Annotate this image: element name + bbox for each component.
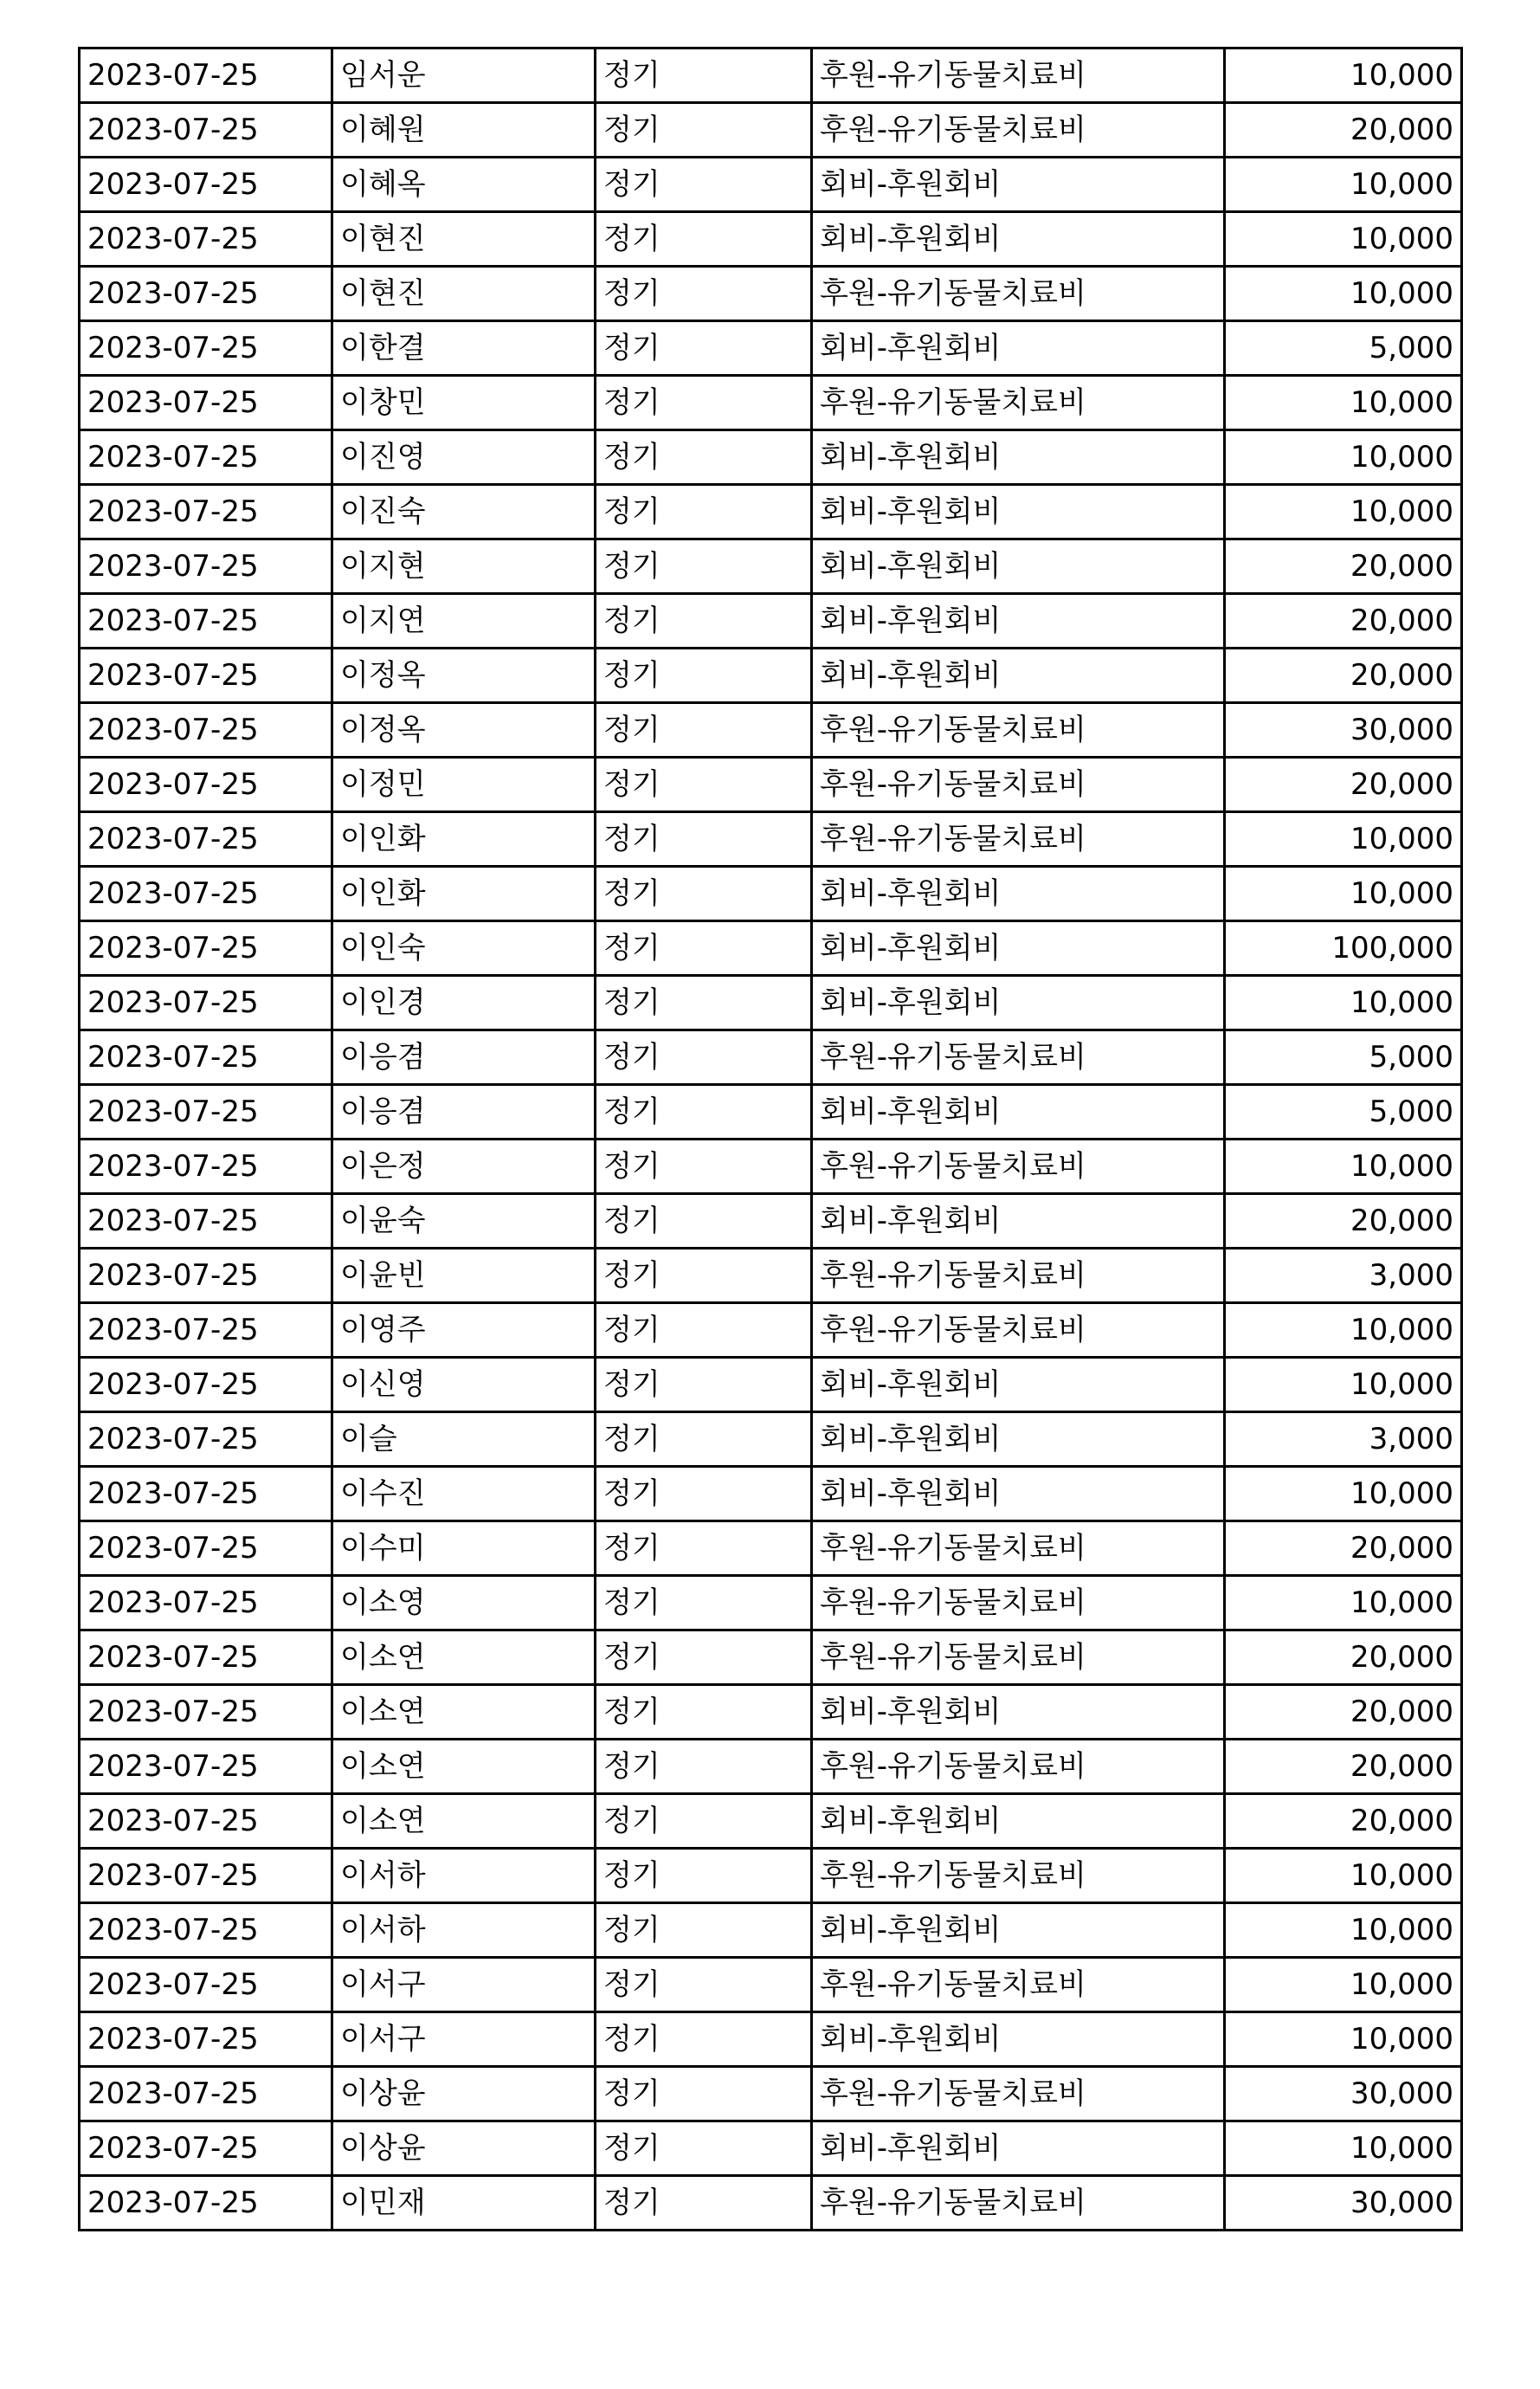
donor-name-cell: 이민재 — [332, 2176, 596, 2231]
amount-cell: 10,000 — [1225, 2012, 1462, 2067]
donor-name-cell: 이서하 — [332, 1903, 596, 1958]
donor-name-cell: 이인화 — [332, 867, 596, 921]
amount-cell: 5,000 — [1225, 321, 1462, 376]
category-cell: 회비-후원회비 — [812, 2121, 1225, 2176]
amount-cell: 10,000 — [1225, 1358, 1462, 1412]
category-cell: 회비-후원회비 — [812, 976, 1225, 1030]
date-cell: 2023-07-25 — [80, 976, 332, 1030]
category-cell: 후원-유기동물치료비 — [812, 1521, 1225, 1576]
date-cell: 2023-07-25 — [80, 812, 332, 867]
category-cell: 후원-유기동물치료비 — [812, 1576, 1225, 1630]
date-cell: 2023-07-25 — [80, 2012, 332, 2067]
category-cell: 회비-후원회비 — [812, 649, 1225, 703]
table-row — [80, 2176, 1462, 2231]
category-cell: 회비-후원회비 — [812, 2012, 1225, 2067]
table-row — [80, 1030, 1462, 1085]
date-cell: 2023-07-25 — [80, 321, 332, 376]
donor-name-cell: 이진숙 — [332, 485, 596, 539]
payment-type-cell: 정기 — [596, 1194, 812, 1249]
table-row — [80, 1085, 1462, 1140]
donor-name-cell: 이서구 — [332, 2012, 596, 2067]
donor-name-cell: 이소연 — [332, 1794, 596, 1849]
donor-name-cell: 이서하 — [332, 1849, 596, 1903]
amount-cell: 10,000 — [1225, 2121, 1462, 2176]
payment-type-cell: 정기 — [596, 2012, 812, 2067]
category-cell: 후원-유기동물치료비 — [812, 703, 1225, 758]
date-cell: 2023-07-25 — [80, 1849, 332, 1903]
table-row — [80, 158, 1462, 212]
date-cell: 2023-07-25 — [80, 539, 332, 594]
table-row — [80, 976, 1462, 1030]
category-cell: 회비-후원회비 — [812, 1467, 1225, 1521]
table-row — [80, 321, 1462, 376]
donation-ledger-table — [78, 47, 1463, 2231]
date-cell: 2023-07-25 — [80, 1903, 332, 1958]
payment-type-cell: 정기 — [596, 376, 812, 430]
donor-name-cell: 이인경 — [332, 976, 596, 1030]
payment-type-cell: 정기 — [596, 1140, 812, 1194]
amount-cell: 10,000 — [1225, 485, 1462, 539]
amount-cell: 20,000 — [1225, 1794, 1462, 1849]
payment-type-cell: 정기 — [596, 267, 812, 321]
amount-cell: 10,000 — [1225, 976, 1462, 1030]
table-row — [80, 1630, 1462, 1685]
amount-cell: 10,000 — [1225, 812, 1462, 867]
date-cell: 2023-07-25 — [80, 1303, 332, 1358]
table-row — [80, 1521, 1462, 1576]
category-cell: 회비-후원회비 — [812, 430, 1225, 485]
ledger-body — [80, 48, 1462, 2231]
amount-cell: 10,000 — [1225, 48, 1462, 103]
donor-name-cell: 이한결 — [332, 321, 596, 376]
amount-cell: 20,000 — [1225, 649, 1462, 703]
amount-cell: 20,000 — [1225, 1194, 1462, 1249]
payment-type-cell: 정기 — [596, 1303, 812, 1358]
date-cell: 2023-07-25 — [80, 921, 332, 976]
date-cell: 2023-07-25 — [80, 1358, 332, 1412]
amount-cell: 10,000 — [1225, 1303, 1462, 1358]
table-row — [80, 48, 1462, 103]
date-cell: 2023-07-25 — [80, 1467, 332, 1521]
date-cell: 2023-07-25 — [80, 1140, 332, 1194]
category-cell: 회비-후원회비 — [812, 1358, 1225, 1412]
category-cell: 회비-후원회비 — [812, 1794, 1225, 1849]
donor-name-cell: 이지현 — [332, 539, 596, 594]
table-row — [80, 1958, 1462, 2012]
amount-cell: 10,000 — [1225, 1903, 1462, 1958]
payment-type-cell: 정기 — [596, 2067, 812, 2121]
payment-type-cell: 정기 — [596, 48, 812, 103]
amount-cell: 10,000 — [1225, 267, 1462, 321]
donor-name-cell: 이인숙 — [332, 921, 596, 976]
table-row — [80, 703, 1462, 758]
category-cell: 회비-후원회비 — [812, 539, 1225, 594]
donor-name-cell: 이수미 — [332, 1521, 596, 1576]
table-row — [80, 1740, 1462, 1794]
table-row — [80, 1903, 1462, 1958]
donor-name-cell: 이진영 — [332, 430, 596, 485]
date-cell: 2023-07-25 — [80, 1685, 332, 1740]
table-row — [80, 1303, 1462, 1358]
date-cell: 2023-07-25 — [80, 212, 332, 267]
table-row — [80, 2012, 1462, 2067]
date-cell: 2023-07-25 — [80, 758, 332, 812]
table-row — [80, 1412, 1462, 1467]
donor-name-cell: 이소연 — [332, 1740, 596, 1794]
amount-cell: 3,000 — [1225, 1412, 1462, 1467]
date-cell: 2023-07-25 — [80, 48, 332, 103]
table-row — [80, 539, 1462, 594]
payment-type-cell: 정기 — [596, 1358, 812, 1412]
date-cell: 2023-07-25 — [80, 594, 332, 649]
category-cell: 회비-후원회비 — [812, 1685, 1225, 1740]
table-row — [80, 649, 1462, 703]
date-cell: 2023-07-25 — [80, 1085, 332, 1140]
amount-cell: 10,000 — [1225, 1849, 1462, 1903]
date-cell: 2023-07-25 — [80, 267, 332, 321]
table-row — [80, 921, 1462, 976]
donor-name-cell: 이수진 — [332, 1467, 596, 1521]
category-cell: 회비-후원회비 — [812, 1903, 1225, 1958]
payment-type-cell: 정기 — [596, 867, 812, 921]
category-cell: 후원-유기동물치료비 — [812, 758, 1225, 812]
payment-type-cell: 정기 — [596, 430, 812, 485]
amount-cell: 20,000 — [1225, 539, 1462, 594]
donor-name-cell: 이소연 — [332, 1630, 596, 1685]
category-cell: 회비-후원회비 — [812, 1194, 1225, 1249]
category-cell: 회비-후원회비 — [812, 1085, 1225, 1140]
donor-name-cell: 이창민 — [332, 376, 596, 430]
payment-type-cell: 정기 — [596, 921, 812, 976]
amount-cell: 30,000 — [1225, 2176, 1462, 2231]
category-cell: 회비-후원회비 — [812, 921, 1225, 976]
table-row — [80, 1140, 1462, 1194]
payment-type-cell: 정기 — [596, 158, 812, 212]
payment-type-cell: 정기 — [596, 1030, 812, 1085]
table-row — [80, 103, 1462, 158]
category-cell: 회비-후원회비 — [812, 212, 1225, 267]
amount-cell: 10,000 — [1225, 1467, 1462, 1521]
table-row — [80, 1358, 1462, 1412]
payment-type-cell: 정기 — [596, 1958, 812, 2012]
amount-cell: 20,000 — [1225, 1521, 1462, 1576]
amount-cell: 5,000 — [1225, 1030, 1462, 1085]
donor-name-cell: 이상윤 — [332, 2067, 596, 2121]
category-cell: 회비-후원회비 — [812, 321, 1225, 376]
date-cell: 2023-07-25 — [80, 1249, 332, 1303]
donor-name-cell: 이정옥 — [332, 649, 596, 703]
date-cell: 2023-07-25 — [80, 867, 332, 921]
payment-type-cell: 정기 — [596, 976, 812, 1030]
table-row — [80, 376, 1462, 430]
amount-cell: 10,000 — [1225, 158, 1462, 212]
date-cell: 2023-07-25 — [80, 2121, 332, 2176]
category-cell: 후원-유기동물치료비 — [812, 2176, 1225, 2231]
date-cell: 2023-07-25 — [80, 376, 332, 430]
amount-cell: 20,000 — [1225, 1685, 1462, 1740]
table-row — [80, 267, 1462, 321]
payment-type-cell: 정기 — [596, 485, 812, 539]
amount-cell: 20,000 — [1225, 103, 1462, 158]
donor-name-cell: 이정옥 — [332, 703, 596, 758]
donor-name-cell: 이지연 — [332, 594, 596, 649]
amount-cell: 20,000 — [1225, 1630, 1462, 1685]
payment-type-cell: 정기 — [596, 1630, 812, 1685]
category-cell: 회비-후원회비 — [812, 485, 1225, 539]
category-cell: 후원-유기동물치료비 — [812, 267, 1225, 321]
date-cell: 2023-07-25 — [80, 103, 332, 158]
category-cell: 후원-유기동물치료비 — [812, 1030, 1225, 1085]
date-cell: 2023-07-25 — [80, 1576, 332, 1630]
date-cell: 2023-07-25 — [80, 1630, 332, 1685]
table-row — [80, 2121, 1462, 2176]
amount-cell: 10,000 — [1225, 1958, 1462, 2012]
date-cell: 2023-07-25 — [80, 1958, 332, 2012]
payment-type-cell: 정기 — [596, 649, 812, 703]
amount-cell: 10,000 — [1225, 376, 1462, 430]
table-row — [80, 1685, 1462, 1740]
table-row — [80, 212, 1462, 267]
payment-type-cell: 정기 — [596, 1521, 812, 1576]
donor-name-cell: 이현진 — [332, 212, 596, 267]
date-cell: 2023-07-25 — [80, 649, 332, 703]
payment-type-cell: 정기 — [596, 1794, 812, 1849]
payment-type-cell: 정기 — [596, 1412, 812, 1467]
date-cell: 2023-07-25 — [80, 430, 332, 485]
table-row — [80, 430, 1462, 485]
payment-type-cell: 정기 — [596, 321, 812, 376]
payment-type-cell: 정기 — [596, 1085, 812, 1140]
table-row — [80, 867, 1462, 921]
payment-type-cell: 정기 — [596, 758, 812, 812]
date-cell: 2023-07-25 — [80, 703, 332, 758]
donor-name-cell: 이신영 — [332, 1358, 596, 1412]
category-cell: 회비-후원회비 — [812, 867, 1225, 921]
date-cell: 2023-07-25 — [80, 1194, 332, 1249]
donor-name-cell: 이서구 — [332, 1958, 596, 2012]
donor-name-cell: 이소영 — [332, 1576, 596, 1630]
payment-type-cell: 정기 — [596, 703, 812, 758]
donor-name-cell: 이윤숙 — [332, 1194, 596, 1249]
category-cell: 후원-유기동물치료비 — [812, 1303, 1225, 1358]
payment-type-cell: 정기 — [596, 1849, 812, 1903]
amount-cell: 20,000 — [1225, 758, 1462, 812]
payment-type-cell: 정기 — [596, 539, 812, 594]
category-cell: 후원-유기동물치료비 — [812, 1958, 1225, 2012]
payment-type-cell: 정기 — [596, 103, 812, 158]
donor-name-cell: 이상윤 — [332, 2121, 596, 2176]
donor-name-cell: 이응겸 — [332, 1085, 596, 1140]
amount-cell: 3,000 — [1225, 1249, 1462, 1303]
category-cell: 후원-유기동물치료비 — [812, 2067, 1225, 2121]
donor-name-cell: 이현진 — [332, 267, 596, 321]
amount-cell: 30,000 — [1225, 2067, 1462, 2121]
category-cell: 후원-유기동물치료비 — [812, 1630, 1225, 1685]
date-cell: 2023-07-25 — [80, 2176, 332, 2231]
category-cell: 후원-유기동물치료비 — [812, 103, 1225, 158]
donor-name-cell: 이은정 — [332, 1140, 596, 1194]
date-cell: 2023-07-25 — [80, 158, 332, 212]
table-row — [80, 1194, 1462, 1249]
table-row — [80, 1849, 1462, 1903]
table-row — [80, 1249, 1462, 1303]
table-row — [80, 594, 1462, 649]
payment-type-cell: 정기 — [596, 1467, 812, 1521]
table-row — [80, 485, 1462, 539]
amount-cell: 30,000 — [1225, 703, 1462, 758]
category-cell: 후원-유기동물치료비 — [812, 1740, 1225, 1794]
table-row — [80, 1794, 1462, 1849]
category-cell: 회비-후원회비 — [812, 594, 1225, 649]
payment-type-cell: 정기 — [596, 812, 812, 867]
date-cell: 2023-07-25 — [80, 485, 332, 539]
amount-cell: 10,000 — [1225, 867, 1462, 921]
payment-type-cell: 정기 — [596, 1249, 812, 1303]
donor-name-cell: 이정민 — [332, 758, 596, 812]
amount-cell: 10,000 — [1225, 430, 1462, 485]
category-cell: 후원-유기동물치료비 — [812, 1849, 1225, 1903]
payment-type-cell: 정기 — [596, 2121, 812, 2176]
table-row — [80, 758, 1462, 812]
payment-type-cell: 정기 — [596, 212, 812, 267]
payment-type-cell: 정기 — [596, 1576, 812, 1630]
table-row — [80, 1467, 1462, 1521]
category-cell: 후원-유기동물치료비 — [812, 1249, 1225, 1303]
donor-name-cell: 이소연 — [332, 1685, 596, 1740]
date-cell: 2023-07-25 — [80, 1412, 332, 1467]
category-cell: 회비-후원회비 — [812, 1412, 1225, 1467]
date-cell: 2023-07-25 — [80, 1794, 332, 1849]
category-cell: 회비-후원회비 — [812, 158, 1225, 212]
table-row — [80, 1576, 1462, 1630]
amount-cell: 5,000 — [1225, 1085, 1462, 1140]
amount-cell: 20,000 — [1225, 594, 1462, 649]
date-cell: 2023-07-25 — [80, 1521, 332, 1576]
payment-type-cell: 정기 — [596, 1903, 812, 1958]
category-cell: 후원-유기동물치료비 — [812, 1140, 1225, 1194]
donor-name-cell: 이슬 — [332, 1412, 596, 1467]
amount-cell: 10,000 — [1225, 1140, 1462, 1194]
category-cell: 후원-유기동물치료비 — [812, 376, 1225, 430]
donor-name-cell: 이인화 — [332, 812, 596, 867]
amount-cell: 10,000 — [1225, 212, 1462, 267]
amount-cell: 100,000 — [1225, 921, 1462, 976]
date-cell: 2023-07-25 — [80, 2067, 332, 2121]
donor-name-cell: 이혜원 — [332, 103, 596, 158]
amount-cell: 20,000 — [1225, 1740, 1462, 1794]
donor-name-cell: 이혜옥 — [332, 158, 596, 212]
date-cell: 2023-07-25 — [80, 1030, 332, 1085]
category-cell: 후원-유기동물치료비 — [812, 48, 1225, 103]
donor-name-cell: 이영주 — [332, 1303, 596, 1358]
donor-name-cell: 이응겸 — [332, 1030, 596, 1085]
payment-type-cell: 정기 — [596, 594, 812, 649]
table-row — [80, 2067, 1462, 2121]
payment-type-cell: 정기 — [596, 1685, 812, 1740]
date-cell: 2023-07-25 — [80, 1740, 332, 1794]
donor-name-cell: 임서운 — [332, 48, 596, 103]
category-cell: 후원-유기동물치료비 — [812, 812, 1225, 867]
payment-type-cell: 정기 — [596, 2176, 812, 2231]
payment-type-cell: 정기 — [596, 1740, 812, 1794]
amount-cell: 10,000 — [1225, 1576, 1462, 1630]
donor-name-cell: 이윤빈 — [332, 1249, 596, 1303]
table-row — [80, 812, 1462, 867]
